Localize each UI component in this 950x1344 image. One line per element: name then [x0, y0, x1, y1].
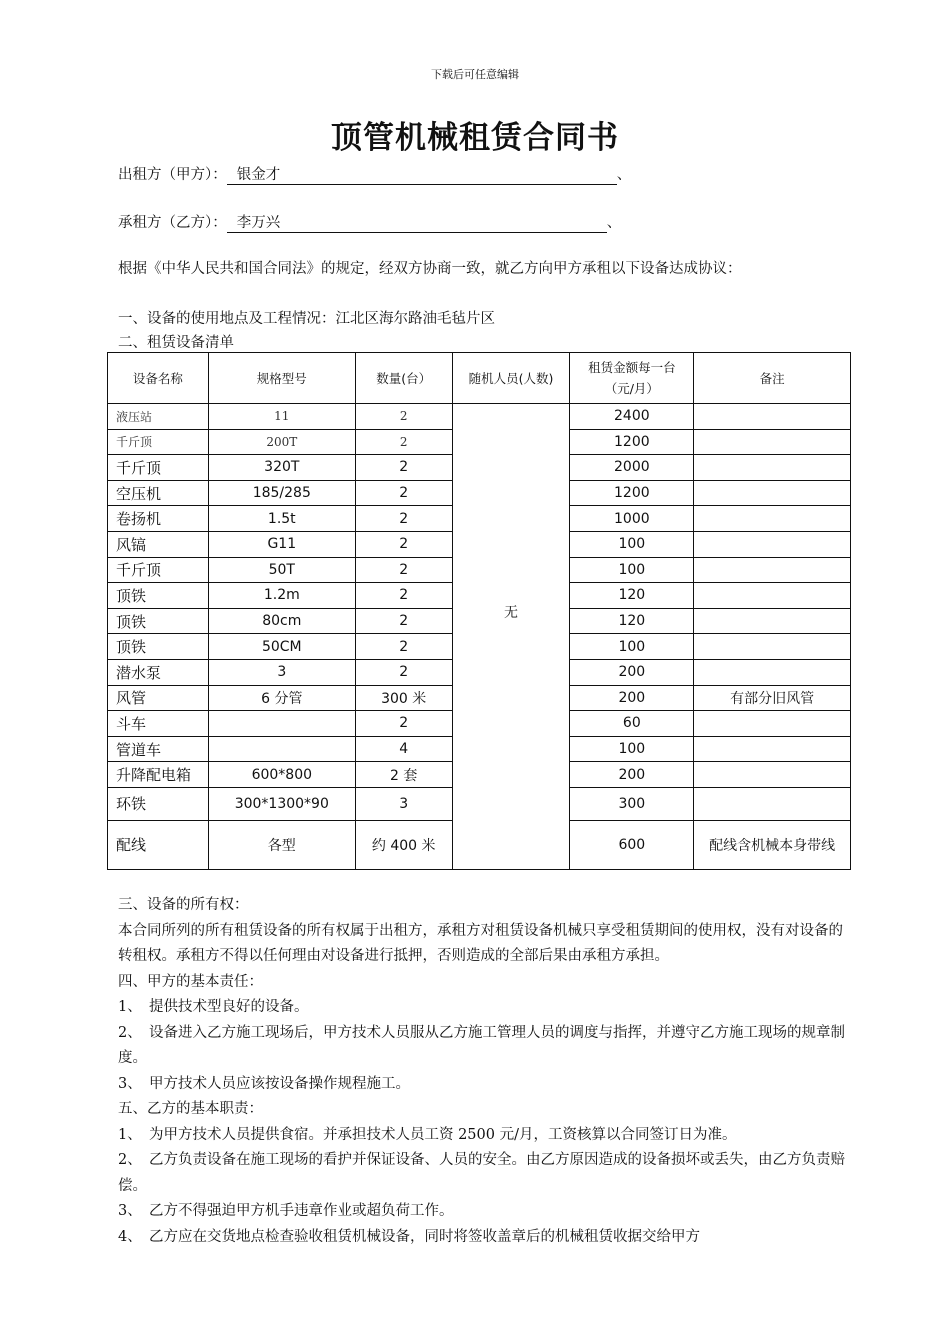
lessee-value: 李万兴 — [227, 215, 607, 233]
cell-note — [694, 762, 851, 788]
cell-qty: 2 — [355, 429, 452, 455]
page-title: 顶管机械租赁合同书 — [331, 120, 619, 156]
cell-rent: 1000 — [570, 506, 694, 532]
section2-title: 二、租赁设备清单 — [118, 335, 234, 351]
cell-qty: 2 — [355, 608, 452, 634]
cell-name: 空压机 — [108, 480, 209, 506]
cell-qty: 2 — [355, 711, 452, 737]
lessee-line — [118, 211, 621, 233]
cell-name: 千斤顶 — [108, 429, 209, 455]
cell-name: 斗车 — [108, 711, 209, 737]
header-rent: 租赁金额每一台（元/月） — [570, 353, 694, 404]
cell-spec: 6 分管 — [208, 685, 355, 711]
cell-qty: 2 — [355, 404, 452, 430]
cell-rent: 200 — [570, 762, 694, 788]
cell-spec: 50T — [208, 557, 355, 583]
cell-note — [694, 634, 851, 660]
header-note: 下载后可任意编辑 — [431, 68, 519, 81]
cell-note — [694, 480, 851, 506]
cell-spec: 1.5t — [208, 506, 355, 532]
section5-item: 4、 乙方应在交货地点检查验收租赁机械设备，同时将签收盖章后的机械租赁收据交给甲方 — [118, 1228, 700, 1245]
cell-rent: 200 — [570, 659, 694, 685]
cell-name: 液压站 — [108, 404, 209, 430]
cell-name: 风镐 — [108, 531, 209, 557]
section5-item: 1、 为甲方技术人员提供食宿。并承担技术人员工资 2500 元/月，工资核算以合同签订日为准。 — [118, 1126, 737, 1143]
cell-qty: 4 — [355, 736, 452, 762]
cell-name: 升降配电箱 — [108, 762, 209, 788]
section3-body: 本合同所列的所有租赁设备的所有权属于出租方，承租方对租赁设备机械只享受租赁期间的使用权，没有对设备的转租权。承租方不得以任何理由对设备进行抵押，否则造成的全部后果由承租方承担。 — [118, 922, 843, 964]
cell-rent: 2400 — [570, 404, 694, 430]
header-spec: 规格型号 — [208, 353, 355, 404]
cell-name: 配线 — [108, 820, 209, 869]
cell-rent: 300 — [570, 787, 694, 820]
cell-note — [694, 583, 851, 609]
cell-qty: 2 — [355, 659, 452, 685]
cell-qty: 2 — [355, 480, 452, 506]
cell-note — [694, 608, 851, 634]
cell-note — [694, 506, 851, 532]
cell-note: 配线含机械本身带线 — [694, 820, 851, 869]
cell-note — [694, 531, 851, 557]
cell-qty: 2 — [355, 583, 452, 609]
cell-spec: 80cm — [208, 608, 355, 634]
cell-spec: 3 — [208, 659, 355, 685]
cell-note — [694, 659, 851, 685]
cell-qty: 2 — [355, 634, 452, 660]
lessor-tail: 、 — [616, 167, 632, 183]
cell-name: 潜水泵 — [108, 659, 209, 685]
section4-item: 1、 提供技术型良好的设备。 — [118, 999, 309, 1015]
cell-rent: 200 — [570, 685, 694, 711]
cell-name: 顶铁 — [108, 583, 209, 609]
cell-rent: 2000 — [570, 455, 694, 481]
cell-name: 卷扬机 — [108, 506, 209, 532]
section3 — [118, 893, 846, 1250]
cell-name: 千斤顶 — [108, 455, 209, 481]
section5-item: 2、 乙方负责设备在施工现场的看护并保证设备、人员的安全。由乙方原因造成的设备损坏或丢失，由乙方负责赔偿。 — [118, 1152, 845, 1194]
cell-name: 顶铁 — [108, 634, 209, 660]
cell-spec — [208, 736, 355, 762]
cell-spec: 300*1300*90 — [208, 787, 355, 820]
cell-rent: 600 — [570, 820, 694, 869]
cell-spec: 320T — [208, 455, 355, 481]
cell-accompanying-blank — [452, 820, 570, 869]
header-note: 备注 — [694, 353, 851, 404]
cell-spec: G11 — [208, 531, 355, 557]
cell-note — [694, 404, 851, 430]
cell-qty: 2 套 — [355, 762, 452, 788]
intro-text: 根据《中华人民共和国合同法》的规定，经双方协商一致，就乙方向甲方承租以下设备达成协议： — [118, 261, 742, 277]
cell-rent: 100 — [570, 634, 694, 660]
header-accompanying: 随机人员(人数) — [452, 353, 570, 404]
header-name: 设备名称 — [108, 353, 209, 404]
equipment-table — [107, 352, 851, 870]
table-row — [108, 404, 851, 430]
cell-name: 风管 — [108, 685, 209, 711]
cell-spec: 11 — [208, 404, 355, 430]
cell-rent: 1200 — [570, 429, 694, 455]
cell-spec: 1.2m — [208, 583, 355, 609]
cell-spec: 50CM — [208, 634, 355, 660]
cell-note — [694, 711, 851, 737]
cell-spec: 600*800 — [208, 762, 355, 788]
cell-note: 有部分旧风管 — [694, 685, 851, 711]
section4-item: 2、 设备进入乙方施工现场后，甲方技术人员服从乙方施工管理人员的调度与指挥，并遵守乙方施工现场的规章制度。 — [118, 1024, 845, 1066]
cell-qty: 2 — [355, 506, 452, 532]
table-header-row — [108, 353, 851, 404]
section4-title: 四、甲方的基本责任： — [118, 973, 263, 990]
cell-qty: 2 — [355, 557, 452, 583]
cell-note — [694, 429, 851, 455]
cell-qty: 3 — [355, 787, 452, 820]
lessee-label: 承租方（乙方）： — [118, 215, 227, 231]
cell-spec: 各型 — [208, 820, 355, 869]
cell-spec — [208, 711, 355, 737]
cell-spec: 200T — [208, 429, 355, 455]
section3-title: 三、设备的所有权： — [118, 897, 249, 913]
cell-note — [694, 736, 851, 762]
section4-item: 3、 甲方技术人员应该按设备操作规程施工。 — [118, 1075, 410, 1092]
cell-qty: 2 — [355, 455, 452, 481]
lessor-line — [118, 163, 631, 185]
table-row — [108, 820, 851, 869]
header-qty: 数量(台） — [355, 353, 452, 404]
section5-title: 五、乙方的基本职责： — [118, 1101, 263, 1117]
cell-rent: 60 — [570, 711, 694, 737]
cell-qty: 2 — [355, 531, 452, 557]
cell-rent: 100 — [570, 557, 694, 583]
cell-note — [694, 557, 851, 583]
cell-name: 千斤顶 — [108, 557, 209, 583]
cell-rent: 100 — [570, 531, 694, 557]
cell-qty: 300 米 — [355, 685, 452, 711]
cell-rent: 120 — [570, 608, 694, 634]
cell-name: 管道车 — [108, 736, 209, 762]
section1-text: 一、设备的使用地点及工程情况：江北区海尔路油毛毡片区 — [118, 311, 495, 327]
lessor-label: 出租方（甲方）： — [118, 167, 227, 183]
lessee-tail: 、 — [606, 215, 622, 231]
cell-name: 顶铁 — [108, 608, 209, 634]
cell-note — [694, 455, 851, 481]
cell-qty: 约 400 米 — [355, 820, 452, 869]
cell-note — [694, 787, 851, 820]
cell-spec: 185/285 — [208, 480, 355, 506]
cell-rent: 1200 — [570, 480, 694, 506]
cell-rent: 100 — [570, 736, 694, 762]
cell-accompanying: 无 — [452, 404, 570, 821]
cell-name: 环铁 — [108, 787, 209, 820]
section5-item: 3、 乙方不得强迫甲方机手违章作业或超负荷工作。 — [118, 1203, 454, 1219]
lessor-value: 银金才 — [227, 167, 617, 185]
cell-rent: 120 — [570, 583, 694, 609]
